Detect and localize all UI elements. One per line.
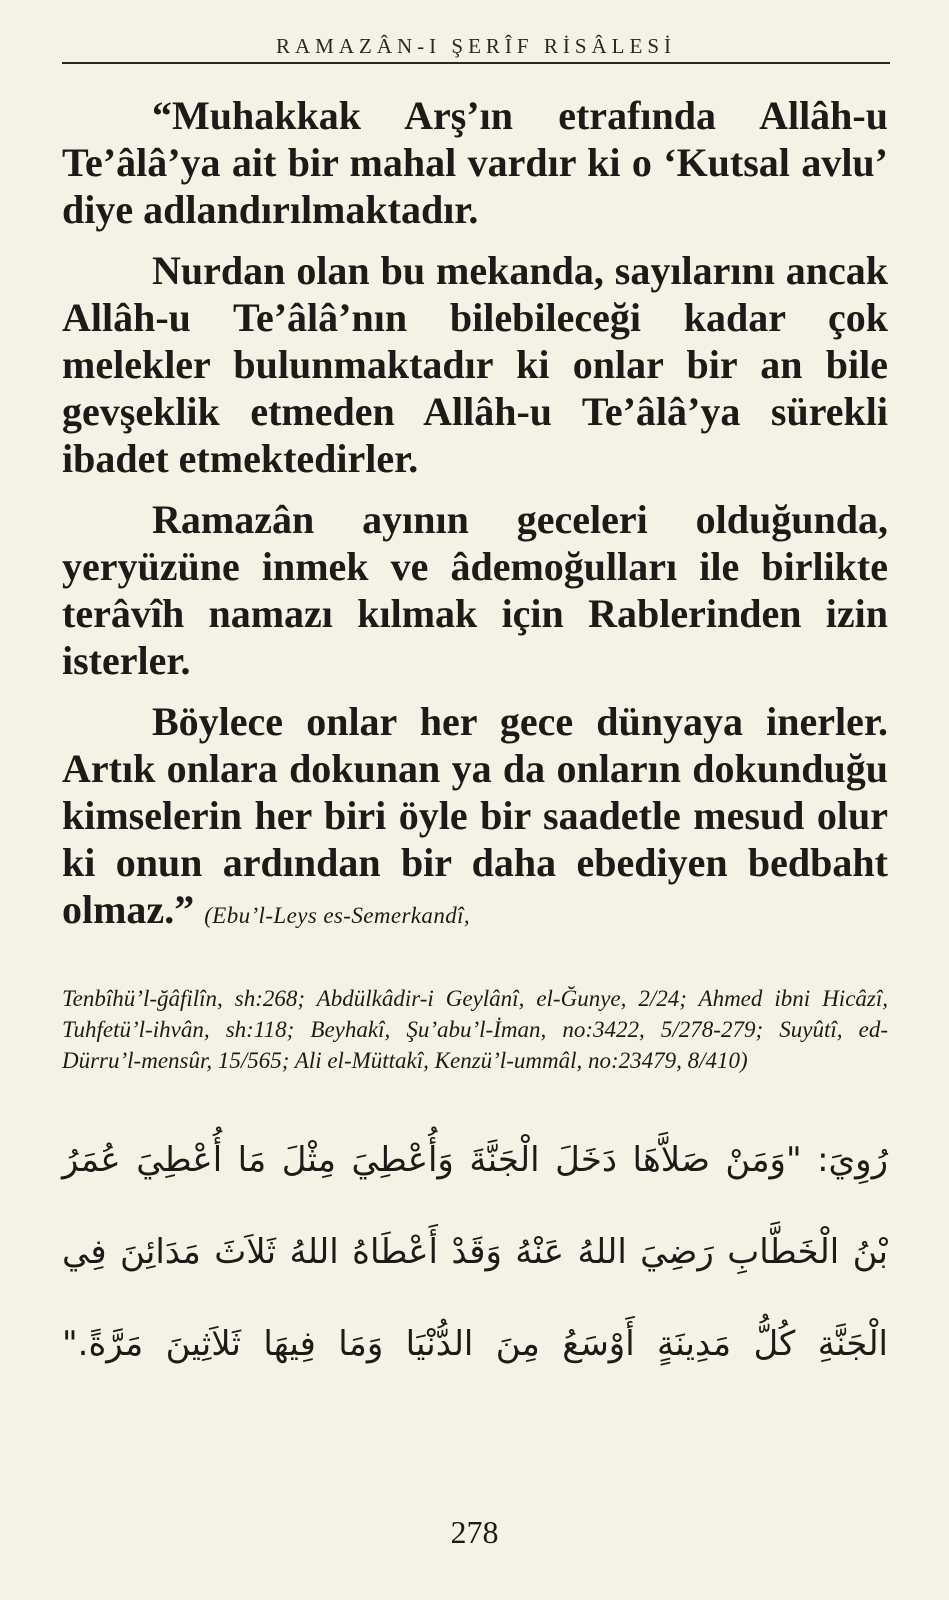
page-number: 278 xyxy=(450,1514,499,1550)
paragraph-4-text: Böylece onlar her gece dünyaya inerler. Artık onlara dokunan ya da onların dokunduğu kimselerin her biri öyle bir saadetle mesud olur ki onun ardından bir daha ebediyen bedbaht olmaz.” xyxy=(62,699,888,932)
reference-start: (Ebu’l-Leys es-Semerkandî, xyxy=(204,903,471,928)
arabic-line-3: الْجَنَّةِ كُلُّ مَدِينَةٍ أَوْسَعُ مِنَ الدُّنْيَا وَمَا فِيهَا ثَلاَثِينَ مَرَّةً." xyxy=(62,1324,888,1364)
arabic-line-1: رُوِيَ: "وَمَنْ صَلاَّهَا دَخَلَ الْجَنَّةَ وَأُعْطِيَ مِثْلَ مَا أُعْطِيَ عُمَرُ xyxy=(62,1140,888,1180)
paragraph-1: “Muhakkak Arş’ın etrafında Allâh-u Te’âlâ’ya ait bir mahal vardır ki o ‘Kutsal avlu’ diye adlandırılmaktadır. xyxy=(62,93,888,232)
paragraph-3: Ramazân ayının geceleri olduğunda, yeryüzüne inmek ve âdemoğulları ile birlikte terâvîh namazı kılmak için Rablerinden izin isterler. xyxy=(62,497,888,683)
arabic-line-2: بْنُ الْخَطَّابِ رَضِيَ اللهُ عَنْهُ وَقَدْ أَعْطَاهُ اللهُ ثَلاَثَ مَدَائِنَ فِي xyxy=(62,1232,888,1272)
paragraph-2: Nurdan olan bu mekanda, sayılarını ancak Allâh-u Te’âlâ’nın bilebileceği kadar çok melekler bulunmaktadır ki onlar bir an bile gevşeklik etmeden Allâh-u Te’âlâ’ya sürekli ibadet etmektedirler. xyxy=(62,248,888,481)
running-header: RAMAZÂN-I ŞERÎF RİSÂLESİ xyxy=(62,34,890,64)
main-text xyxy=(62,92,888,939)
reference-citation: Tenbîhü’l-ğâfilîn, sh:268; Abdülkâdir-i Geylânî, el-Ğunye, 2/24; Ahmed ibni Hicâzî, Tuhfetü’l-ihvân, sh:118; Beyhakî, Şu’abu’l-İman, no:3422, 5/278-279; Suyûtî, ed-Dürru’l-mensûr, 15/565; Ali el-Müttakî, Kenzü’l-ummâl, no:23479, 8/410) xyxy=(62,986,888,1073)
paragraph-4 xyxy=(62,698,888,939)
